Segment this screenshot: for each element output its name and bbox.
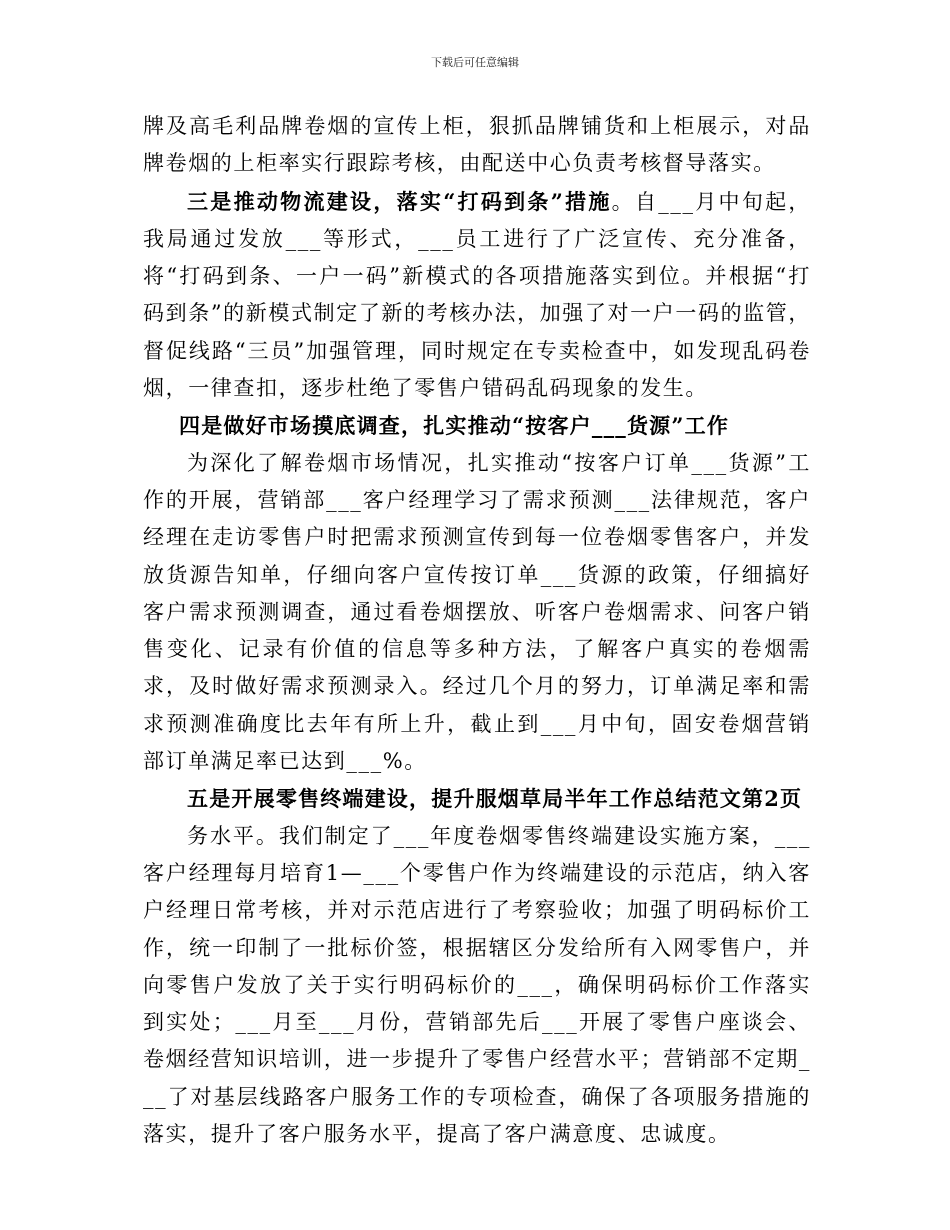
- paragraph-1: 牌及高毛利品牌卷烟的宣传上柜，狠抓品牌铺货和上柜展示，对品牌卷烟的上柜率实行跟踪考核，由配送中心负责考核督导落实。: [143, 114, 811, 176]
- paragraph-2: [143, 183, 811, 408]
- page-header: 下载后可任意编辑: [431, 56, 519, 69]
- section-5-heading: 五是开展零售终端建设，提升服烟草局半年工作总结范文第2页: [187, 786, 803, 812]
- section-4-heading: 四是做好市场摸底调查，扎实推动“按客户___货源”工作: [179, 413, 730, 439]
- paragraph-2-heading: 三是推动物流建设，落实“打码到条”措施: [187, 188, 612, 214]
- document-body: [143, 108, 811, 1153]
- paragraph-4: 为深化了解卷烟市场情况，扎实推动“按客户订单___货源”工作的开展，营销部___客户经理学习了需求预测___法律规范，客户经理在走访零售户时把需求预测宣传到每一位卷烟零售客户，并发放货源告知单，仔细向客户宣传按订单___货源的政策，仔细搞好客户需求预测调查，通过看卷烟摆放、听客户卷烟需求、问客户销售变化、记录有价值的信息等多种方法，了解客户真实的卷烟需求，及时做好需求预测录入。经过几个月的努力，订单满足率和需求预测准确度比去年有所上升，截止到___月中旬，固安卷烟营销部订单满足率已达到___%。: [143, 450, 811, 774]
- paragraph-2-text: 。自___月中旬起，我局通过发放___等形式，___员工进行了广泛宣传、充分准备，将“打码到条、一户一码”新模式的各项措施落实到位。并根据“打码到条”的新模式制定了新的考核办法，加强了对一户一码的监管，督促线路“三员”加强管理，同时规定在专卖检查中，如发现乱码卷烟，一律查扣，逐步杜绝了零售户错码乱码现象的发生。: [143, 189, 812, 401]
- paragraph-5: 务水平。我们制定了___年度卷烟零售终端建设实施方案，___客户经理每月培育1—___个零售户作为终端建设的示范店，纳入客户经理日常考核，并对示范店进行了考察验收；加强了明码标价工作，统一印制了一批标价签，根据辖区分发给所有入网零售户，并向零售户发放了关于实行明码标价的___，确保明码标价工作落实到实处；___月至___月份，营销部先后___开展了零售户座谈会、卷烟经营知识培训，进一步提升了零售户经营水平；营销部不定期___了对基层线路客户服务工作的专项检查，确保了各项服务措施的落实，提升了客户服务水平，提高了客户满意度、忠诚度。: [143, 823, 811, 1147]
